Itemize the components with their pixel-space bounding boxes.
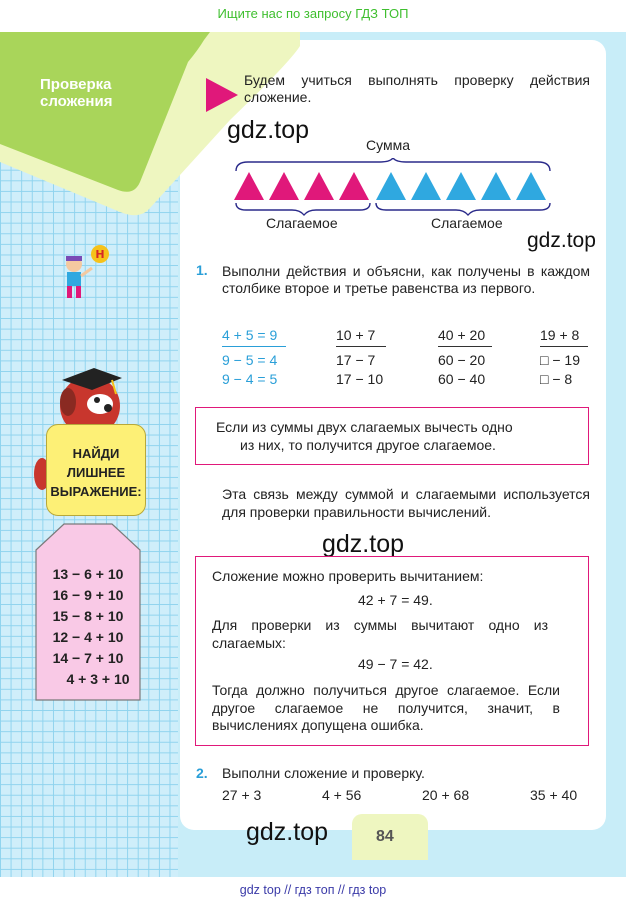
task-1-col-4-second: □ − 19 bbox=[540, 352, 580, 368]
expression-item: 12 − 4 + 10 bbox=[52, 629, 124, 645]
task-1-text: Выполни действия и объясни, как получены в каждом столбике второе и третье равенства из первого. bbox=[222, 263, 590, 296]
task-1-col-3-first: 40 + 20 bbox=[438, 327, 486, 343]
task-2-exercise: 27 + 3 bbox=[222, 787, 262, 803]
sum-label: Сумма bbox=[366, 137, 410, 153]
relationship-paragraph: Эта связь между суммой и слагаемыми используется для проверки правильности вычислений. bbox=[222, 486, 590, 520]
equation-divider bbox=[336, 346, 386, 347]
equation-divider bbox=[438, 346, 492, 347]
expression-item: 13 − 6 + 10 bbox=[52, 566, 124, 582]
addend-braces bbox=[234, 202, 552, 216]
watermark: gdz.top bbox=[227, 116, 310, 144]
task-1-col-2-second: 17 − 7 bbox=[336, 352, 376, 368]
section-title bbox=[40, 76, 140, 110]
mascot-badge-letter: Н bbox=[95, 248, 105, 261]
rule-1-line-2: из них, то получится другое слагаемое. bbox=[240, 437, 496, 453]
task-1-col-4-first: 19 + 8 bbox=[540, 327, 580, 343]
task-1-col-1-first: 4 + 5 = 9 bbox=[222, 327, 278, 343]
expression-item: 15 − 8 + 10 bbox=[52, 608, 124, 624]
watermark: gdz.top bbox=[322, 530, 405, 558]
equation-divider bbox=[222, 346, 286, 347]
watermark: gdz.top bbox=[527, 229, 596, 252]
magenta-triangle bbox=[339, 172, 369, 200]
rule-2-equation-1: 42 + 7 = 49. bbox=[358, 592, 433, 608]
equation-divider bbox=[540, 346, 588, 347]
boy-mascot-icon bbox=[56, 244, 112, 304]
sum-brace bbox=[234, 158, 552, 172]
rule-2-equation-2: 49 − 7 = 42. bbox=[358, 656, 433, 672]
rule-1-line-1: Если из суммы двух слагаемых вычесть одно bbox=[216, 419, 513, 435]
expression-item: 16 − 9 + 10 bbox=[52, 587, 124, 603]
task-2-exercise: 4 + 56 bbox=[322, 787, 362, 803]
task-1-number: 1. bbox=[196, 262, 208, 278]
magenta-triangle bbox=[269, 172, 299, 200]
addend-label-2: Слагаемое bbox=[431, 215, 503, 231]
find-extra-title bbox=[46, 444, 146, 501]
expression-item: 14 − 7 + 10 bbox=[52, 650, 124, 666]
addend-label-1: Слагаемое bbox=[266, 215, 338, 231]
rule-2-line-3: Тогда должно получиться другое слагаемое. Если другое слагаемое не получится, значит, в вычислениях допущена ошибка. bbox=[212, 682, 560, 733]
find-title-line3: ВЫРАЖЕНИЕ: bbox=[50, 484, 142, 499]
task-1-col-4-third: □ − 8 bbox=[540, 371, 573, 387]
find-title-line1: НАЙДИ bbox=[72, 446, 120, 461]
task-1-col-1-third: 9 − 4 = 5 bbox=[222, 371, 278, 387]
expression-item: 4 + 3 + 10 bbox=[66, 671, 130, 687]
task-1-col-3-third: 60 − 40 bbox=[438, 371, 486, 387]
task-2-exercise: 35 + 40 bbox=[530, 787, 578, 803]
page-number: 84 bbox=[376, 828, 394, 845]
task-2-text: Выполни сложение и проверку. bbox=[222, 765, 425, 781]
task-1-col-2-first: 10 + 7 bbox=[336, 327, 376, 343]
task-1-col-2-third: 17 − 10 bbox=[336, 371, 384, 387]
footer-links[interactable]: gdz top // гдз топ // гдз top bbox=[239, 883, 387, 897]
rule-2-line-2: Для проверки из суммы вычитают одно из слагаемых: bbox=[212, 617, 548, 651]
magenta-triangle bbox=[304, 172, 334, 200]
blue-triangle bbox=[446, 172, 476, 200]
section-title-line1: Проверка bbox=[40, 76, 112, 93]
magenta-triangle bbox=[234, 172, 264, 200]
intro-arrow-icon bbox=[206, 78, 238, 112]
task-2-number: 2. bbox=[196, 765, 208, 781]
blue-triangle bbox=[516, 172, 546, 200]
blue-triangle bbox=[376, 172, 406, 200]
blue-triangle bbox=[481, 172, 511, 200]
rule-2-line-1: Сложение можно проверить вычитанием: bbox=[212, 568, 484, 584]
task-1-col-3-second: 60 − 20 bbox=[438, 352, 486, 368]
find-title-line2: ЛИШНЕЕ bbox=[66, 465, 126, 480]
top-search-link[interactable]: Ищите нас по запросу ГДЗ ТОП bbox=[217, 6, 409, 21]
intro-text: Будем учиться выполнять проверку действия сложение. bbox=[244, 72, 590, 105]
task-1-col-1-second: 9 − 5 = 4 bbox=[222, 352, 278, 368]
blue-triangle bbox=[411, 172, 441, 200]
section-title-line2: сложения bbox=[40, 93, 113, 110]
watermark: gdz.top bbox=[246, 818, 329, 846]
task-2-exercise: 20 + 68 bbox=[422, 787, 470, 803]
